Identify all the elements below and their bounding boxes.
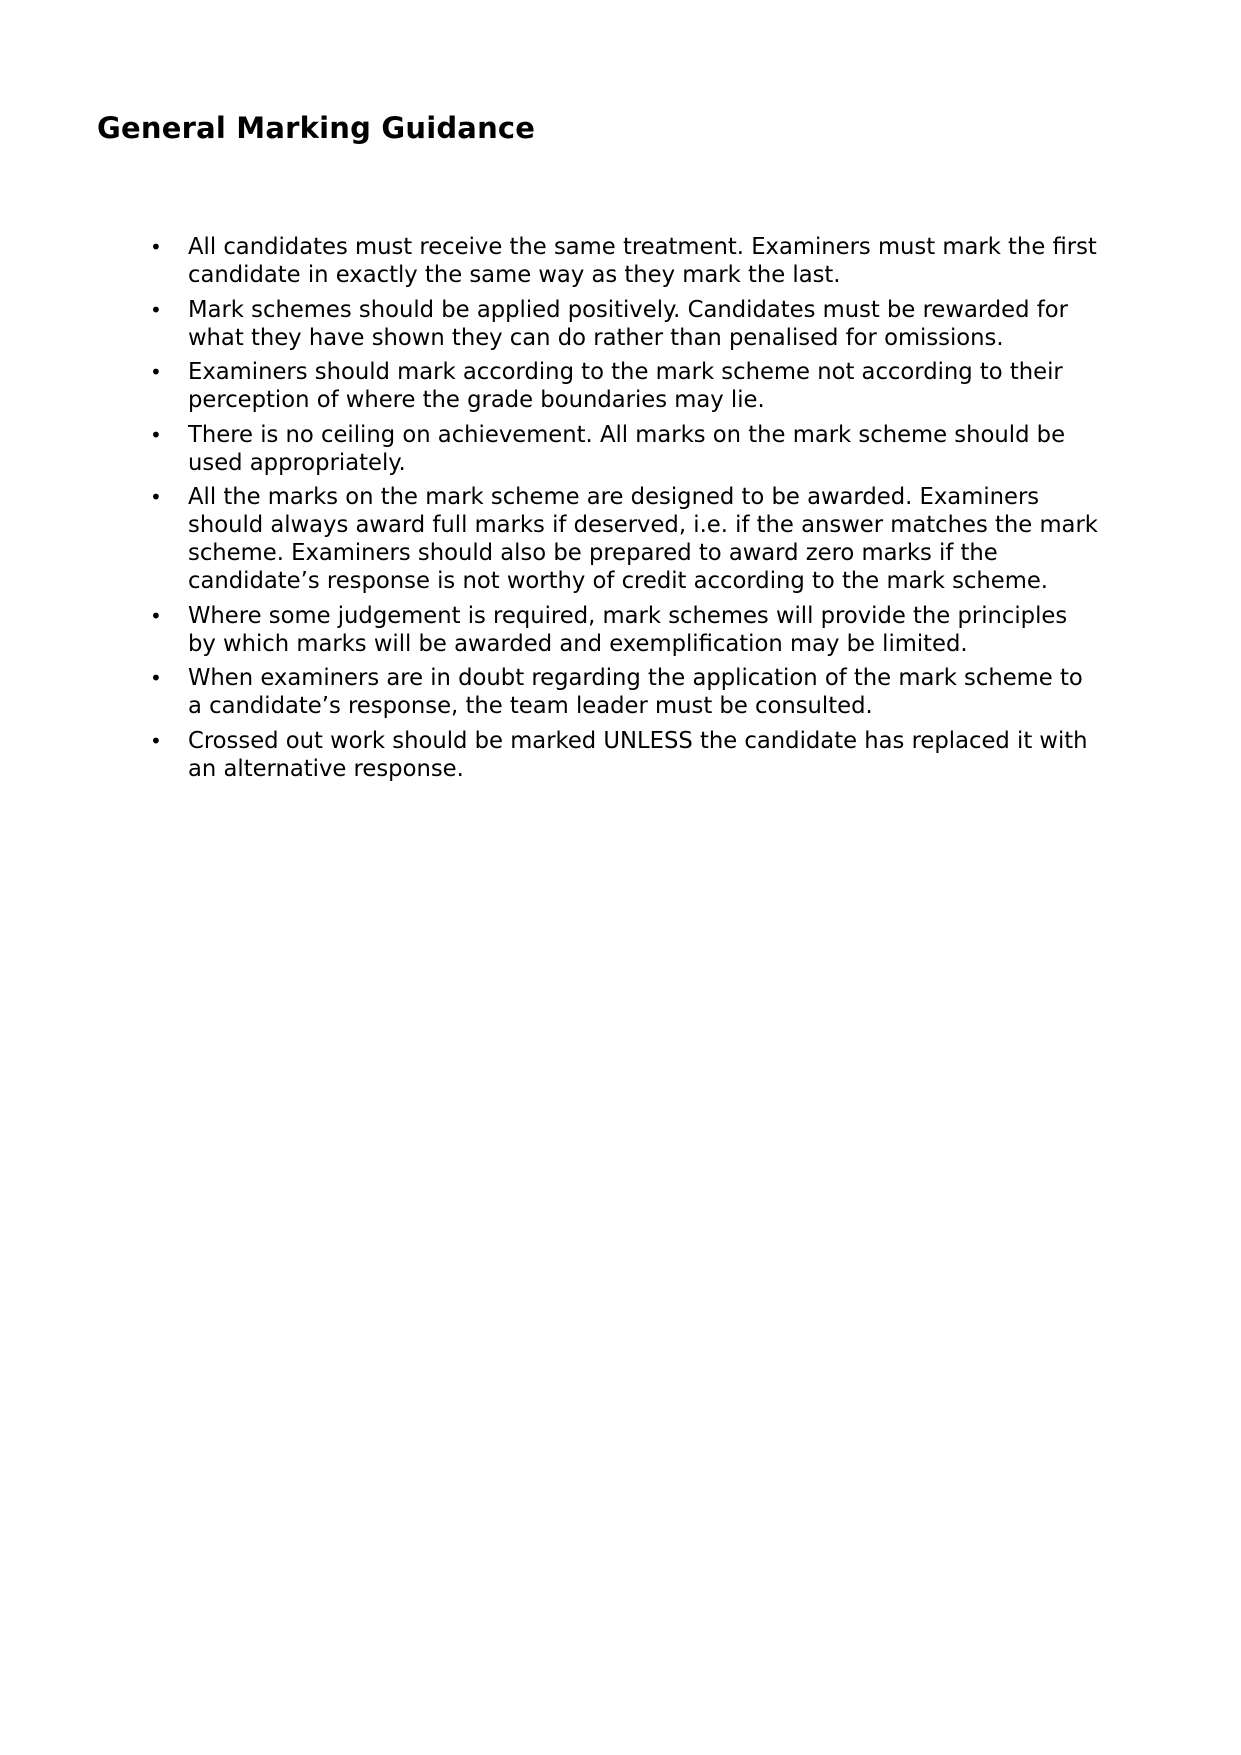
guidance-list bbox=[0, 233, 1241, 789]
bullet-icon: • bbox=[150, 235, 162, 259]
guidance-item bbox=[0, 602, 1098, 658]
guidance-item bbox=[0, 233, 1098, 289]
guidance-text: All candidates must receive the same treatment. Examiners must mark the first candidate in exactly the same way as they mark the last. bbox=[188, 234, 1097, 288]
page-title: General Marking Guidance bbox=[97, 111, 536, 145]
guidance-item bbox=[0, 664, 1098, 720]
guidance-item bbox=[0, 296, 1098, 352]
guidance-text: Crossed out work should be marked UNLESS the candidate has replaced it with an alternative response. bbox=[188, 727, 1088, 782]
guidance-item bbox=[0, 358, 1098, 414]
bullet-icon: • bbox=[150, 666, 162, 690]
guidance-text: There is no ceiling on achievement. All marks on the mark scheme should be used appropriately. bbox=[188, 421, 1066, 476]
bullet-icon: • bbox=[150, 485, 162, 509]
guidance-item bbox=[0, 727, 1098, 783]
guidance-text: Examiners should mark according to the mark scheme not according to their perception of where the grade boundaries may lie. bbox=[188, 359, 1063, 413]
bullet-icon: • bbox=[150, 360, 162, 384]
guidance-text: All the marks on the mark scheme are designed to be awarded. Examiners should always award full marks if deserved, i.e. if the answer matches the mark scheme. Examiners should also be prepared to award zero marks if the candidate’s response is not worthy of credit according to the mark scheme. bbox=[188, 484, 1098, 594]
bullet-icon: • bbox=[150, 603, 162, 628]
bullet-icon: • bbox=[150, 728, 162, 753]
guidance-item bbox=[0, 421, 1098, 477]
bullet-icon: • bbox=[150, 422, 162, 447]
guidance-item bbox=[0, 483, 1098, 595]
bullet-icon: • bbox=[150, 297, 162, 322]
guidance-text: Where some judgement is required, mark schemes will provide the principles by which marks will be awarded and exemplification may be limited. bbox=[188, 602, 1068, 657]
guidance-text: When examiners are in doubt regarding the application of the mark scheme to a candidate’s response, the team leader must be consulted. bbox=[188, 665, 1083, 719]
guidance-text: Mark schemes should be applied positively. Candidates must be rewarded for what they have shown they can do rather than penalised for omissions. bbox=[188, 296, 1068, 351]
